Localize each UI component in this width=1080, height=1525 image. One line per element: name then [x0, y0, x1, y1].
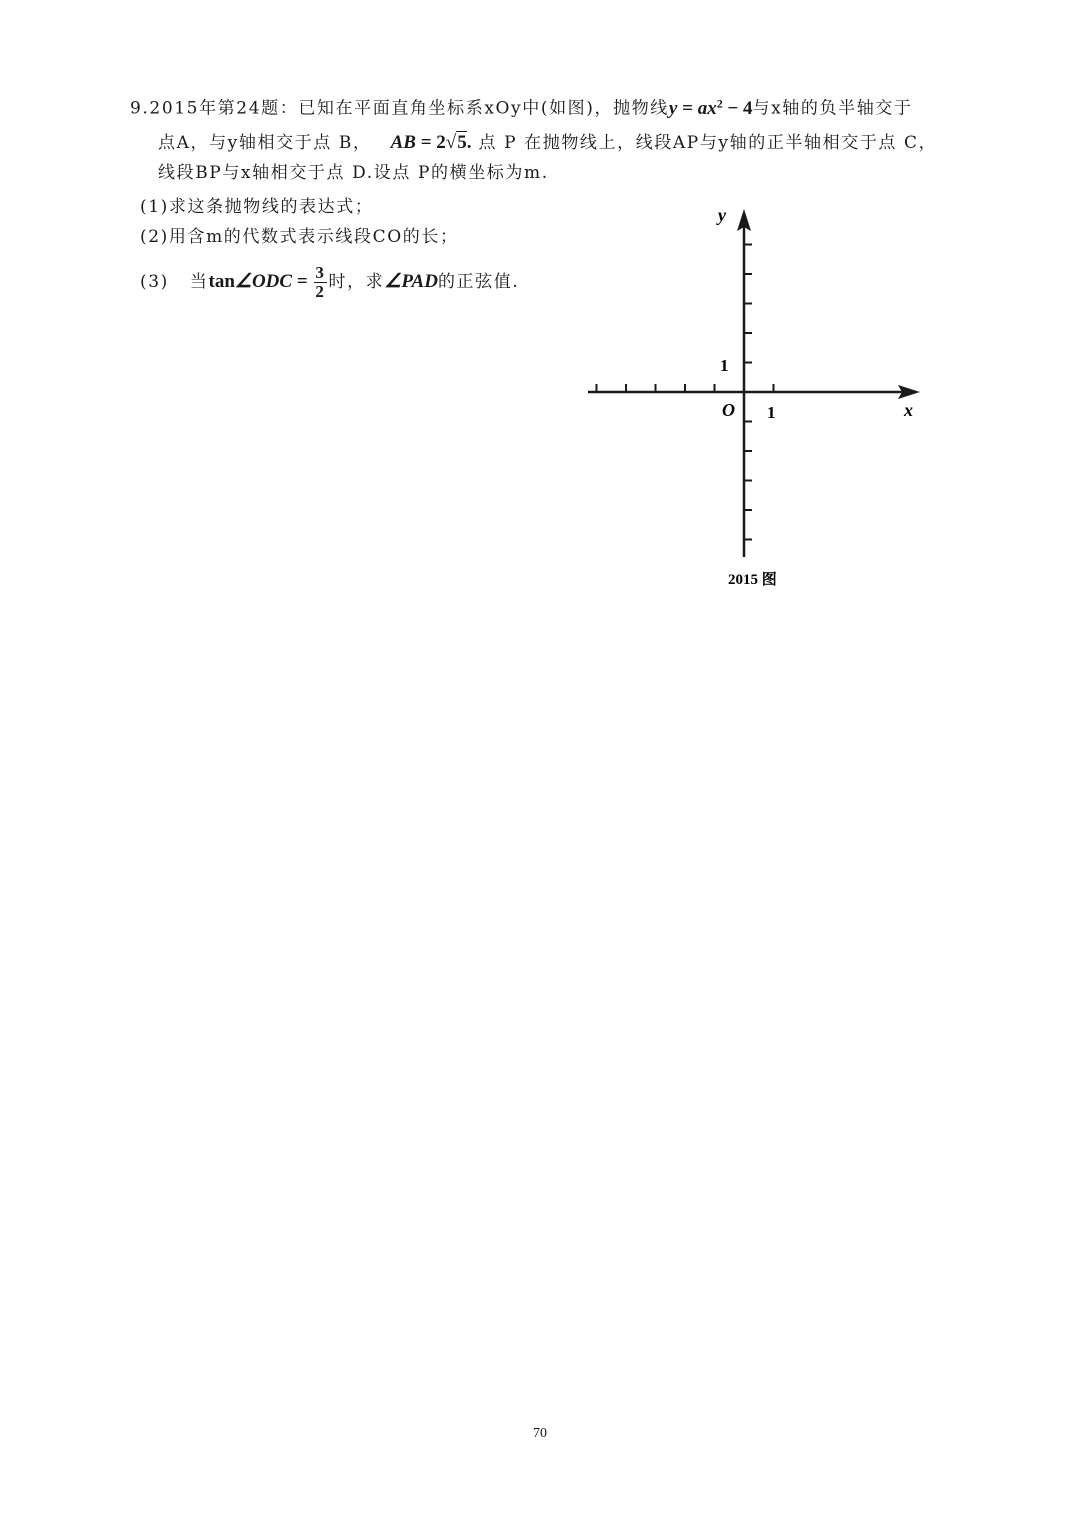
y-tick-label-1: 1: [720, 356, 729, 375]
problem-line-1: 9.2015年第24题：已知在平面直角坐标系xOy中(如图)，抛物线$y = ax^2 - 4$与x轴的负半轴交于: [130, 96, 913, 119]
coordinate-figure: [580, 195, 940, 605]
x-tick-label-1: 1: [767, 403, 776, 422]
ab-formula: AB = 2√5.: [390, 132, 472, 153]
page-number: 70: [533, 1426, 547, 1441]
origin-label: O: [722, 400, 735, 420]
figure-caption: 2015 图: [728, 572, 777, 588]
question-1: (1)求这条抛物线的表达式；: [140, 197, 374, 217]
problem-line-2: 点A，与y轴相交于点 B， AB = 2√5. 点 P 在抛物线上，线段AP与y轴的正半轴相交于点 C，: [158, 132, 938, 153]
parabola-formula: $y = ax^2 - 4$: [668, 96, 753, 119]
fraction-three-halves: $\frac{3}{2}$: [315, 263, 326, 301]
x-axis: [588, 385, 920, 399]
question-3: (3) 当tan∠ODC = $\frac{3}{2}$ 时，求∠PAD的正弦值.: [140, 263, 520, 301]
problem-intro: 9.2015年第24题：已知在平面直角坐标系xOy中(如图)，抛物线: [130, 98, 669, 119]
problem-line-3: 线段BP与x轴相交于点 D.设点 P的横坐标为m.: [158, 163, 549, 183]
y-axis: [737, 209, 751, 557]
question-2: (2)用含m的代数式表示线段CO的长；: [140, 227, 459, 247]
y-axis-label: y: [718, 205, 726, 225]
x-axis-label: x: [904, 400, 913, 420]
